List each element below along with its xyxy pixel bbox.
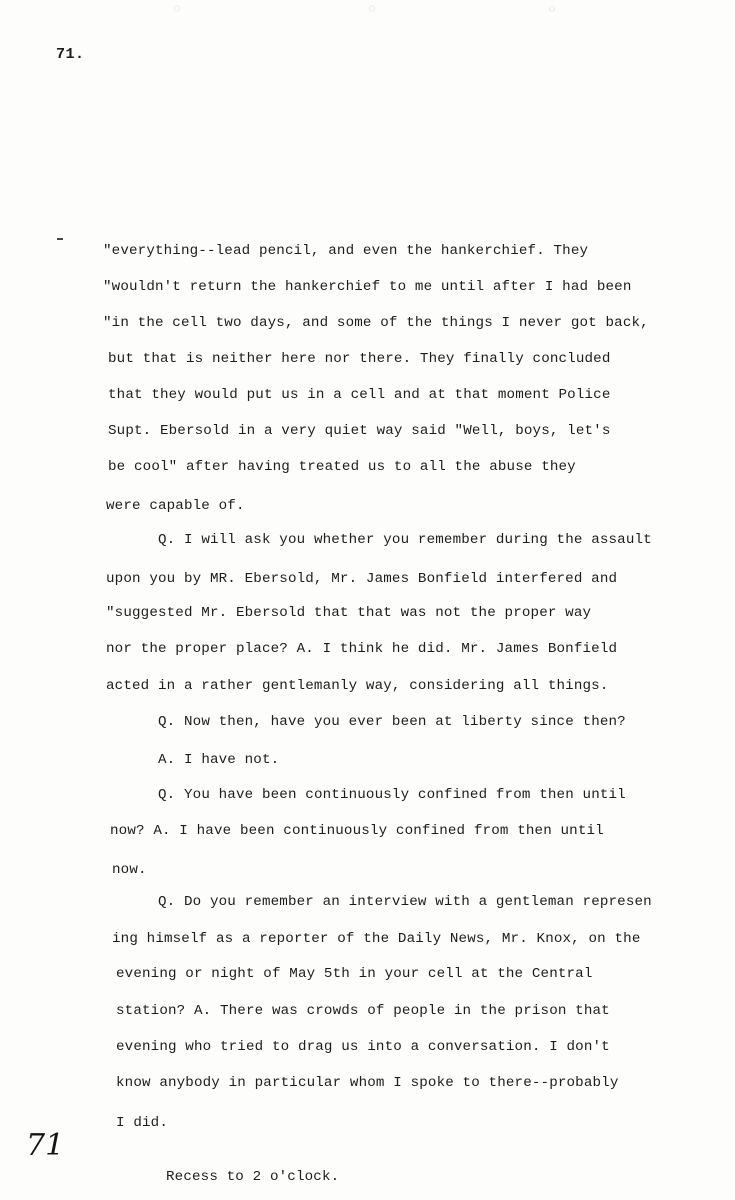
text-line: Q. I will ask you whether you remember during the assault <box>158 532 652 548</box>
text-line: now? A. I have been continuously confined from then until <box>110 823 604 839</box>
text-line: were capable of. <box>106 498 245 514</box>
text-line: "wouldn't return the hankerchief to me until after I had been <box>103 279 632 295</box>
text-line: now. <box>112 862 147 878</box>
text-line: Q. Do you remember an interview with a gentleman represen <box>158 894 652 910</box>
handwritten-page-number: 71 <box>26 1128 65 1163</box>
text-line: evening or night of May 5th in your cell at the Central <box>116 966 593 982</box>
text-line: Recess to 2 o'clock. <box>166 1169 340 1185</box>
punch-hole-mark: ◌ <box>548 2 556 16</box>
text-line: that they would put us in a cell and at that moment Police <box>108 387 611 403</box>
text-line: Q. Now then, have you ever been at liberty since then? <box>158 714 626 730</box>
text-line: acted in a rather gentlemanly way, considering all things. <box>106 678 609 694</box>
margin-mark <box>57 238 63 240</box>
text-line: A. I have not. <box>158 752 280 768</box>
text-line: "suggested Mr. Ebersold that that was not the proper way <box>106 605 592 621</box>
text-line: nor the proper place? A. I think he did. Mr. James Bonfield <box>106 641 618 657</box>
text-line: but that is neither here nor there. They finally concluded <box>108 351 611 367</box>
text-line: be cool" after having treated us to all the abuse they <box>108 459 576 475</box>
text-line: know anybody in particular whom I spoke to there--probably <box>116 1075 619 1091</box>
text-line: "everything--lead pencil, and even the hankerchief. They <box>103 243 589 259</box>
text-line: "in the cell two days, and some of the things I never got back, <box>103 315 649 331</box>
text-line: ing himself as a reporter of the Daily News, Mr. Knox, on the <box>112 931 641 947</box>
text-line: I did. <box>116 1115 168 1131</box>
page-number: 71. <box>56 46 85 63</box>
text-line: Q. You have been continuously confined from then until <box>158 787 626 803</box>
text-line: station? A. There was crowds of people in the prison that <box>116 1003 610 1019</box>
punch-hole-mark: ◌ <box>173 2 181 16</box>
text-line: Supt. Ebersold in a very quiet way said "Well, boys, let's <box>108 423 611 439</box>
punch-hole-mark: ◌ <box>368 2 376 16</box>
text-line: upon you by MR. Ebersold, Mr. James Bonfield interfered and <box>106 571 618 587</box>
text-line: evening who tried to drag us into a conversation. I don't <box>116 1039 610 1055</box>
